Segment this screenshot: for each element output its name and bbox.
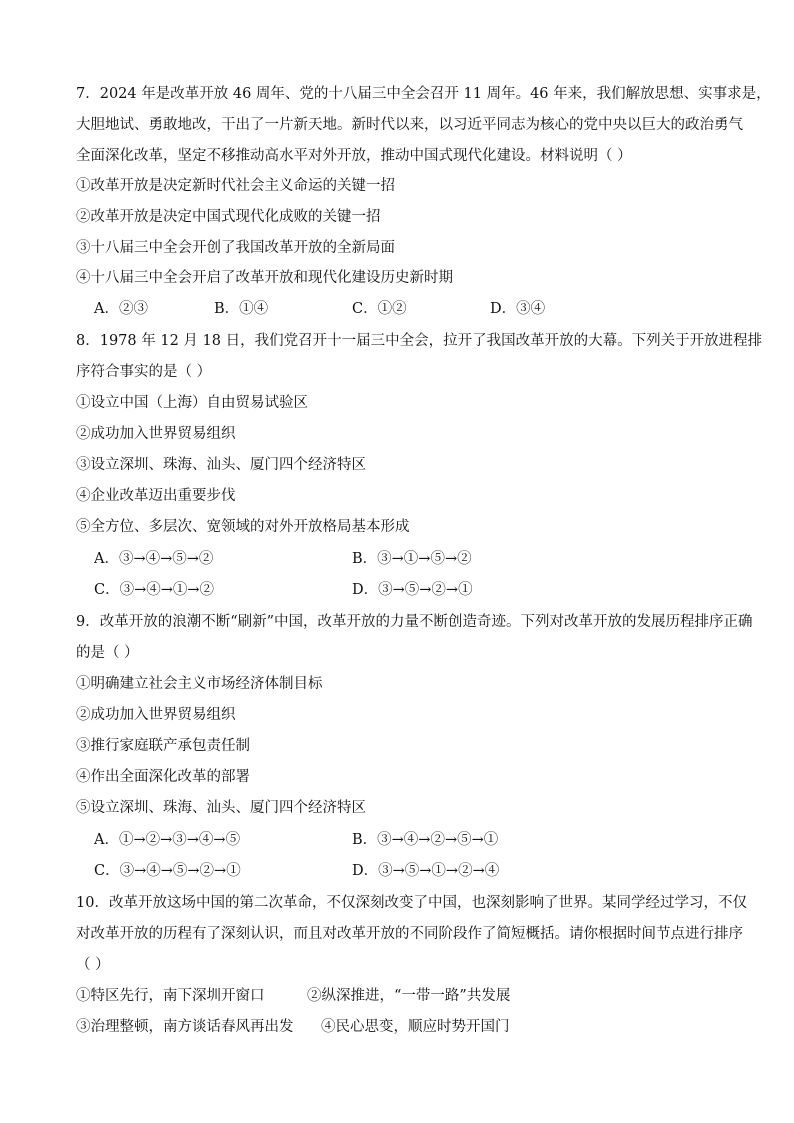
q9-item-4: ④作出全面深化改革的部署 bbox=[76, 769, 250, 785]
q10-stem-line-3: （ ） bbox=[76, 957, 110, 973]
q8-item-2: ②成功加入世界贸易组织 bbox=[76, 426, 236, 442]
q8-item-5: ⑤全方位、多层次、宽领域的对外开放格局基本形成 bbox=[76, 519, 410, 535]
q7-item-3: ③十八届三中全会开创了我国改革开放的全新局面 bbox=[76, 240, 395, 256]
q9-stem-line-2: 的是（ ） bbox=[76, 645, 139, 661]
q9-option-b[interactable]: B．③→④→②→⑤→① bbox=[352, 832, 499, 848]
q10-item-4: ④民心思变，顺应时势开国门 bbox=[321, 1019, 510, 1035]
q10-item-2: ②纵深推进，“一带一路”共发展 bbox=[307, 988, 511, 1004]
q7-option-a[interactable]: A．②③ bbox=[94, 301, 148, 317]
q7-option-c[interactable]: C．①② bbox=[352, 301, 407, 317]
q9-option-a[interactable]: A．①→②→③→④→⑤ bbox=[94, 832, 241, 848]
q8-option-a[interactable]: A．③→④→⑤→② bbox=[94, 551, 214, 567]
q10-item-3: ③治理整顿，南方谈话春风再出发 bbox=[76, 1019, 294, 1035]
q8-stem-line-2: 序符合事实的是（ ） bbox=[76, 364, 212, 380]
q7-stem-line-1: 7．2024 年是改革开放 46 周年、党的十八届三中全会召开 11 周年。46 年来，我们解放思想、实事求是， bbox=[76, 86, 771, 102]
q10-item-1: ①特区先行，南下深圳开窗口 bbox=[76, 988, 265, 1004]
q8-item-4: ④企业改革迈出重要步伐 bbox=[76, 488, 236, 504]
q10-stem-line-1: 10．改革开放这场中国的第二次革命，不仅深刻改变了中国，也深刻影响了世界。某同学经过学习，不仅 bbox=[76, 895, 747, 911]
q9-item-1: ①明确建立社会主义市场经济体制目标 bbox=[76, 676, 323, 692]
q9-option-d[interactable]: D．③→⑤→①→②→④ bbox=[352, 863, 500, 879]
q8-option-d[interactable]: D．③→⑤→②→① bbox=[352, 582, 473, 598]
q8-stem-line-1: 8．1978 年 12 月 18 日，我们党召开十一届三中全会，拉开了我国改革开放的大幕。下列关于开放进程排 bbox=[76, 333, 763, 349]
q8-option-b[interactable]: B．③→①→⑤→② bbox=[352, 551, 472, 567]
q8-item-1: ①设立中国（上海）自由贸易试验区 bbox=[76, 395, 308, 411]
q7-item-1: ①改革开放是决定新时代社会主义命运的关键一招 bbox=[76, 178, 395, 194]
q9-item-3: ③推行家庭联产承包责任制 bbox=[76, 738, 250, 754]
q10-stem-line-2: 对改革开放的历程有了深刻认识，而且对改革开放的不同阶段作了简短概括。请你根据时间节点进行排序 bbox=[76, 926, 743, 942]
q9-option-c[interactable]: C．③→④→⑤→②→① bbox=[94, 863, 241, 879]
q8-item-3: ③设立深圳、珠海、汕头、厦门四个经济特区 bbox=[76, 457, 366, 473]
q7-item-4: ④十八届三中全会开启了改革开放和现代化建设历史新时期 bbox=[76, 270, 453, 286]
q7-item-2: ②改革开放是决定中国式现代化成败的关键一招 bbox=[76, 209, 381, 225]
q9-stem-line-1: 9．改革开放的浪潮不断“刷新”中国，改革开放的力量不断创造奇迹。下列对改革开放的发展历程排序正确 bbox=[76, 614, 753, 630]
q7-option-b[interactable]: B．①④ bbox=[214, 301, 269, 317]
q7-stem-line-2: 大胆地试、勇敢地改，干出了一片新天地。新时代以来，以习近平同志为核心的党中央以巨大的政治勇气 bbox=[76, 117, 743, 133]
q7-stem-line-3: 全面深化改革，坚定不移推动高水平对外开放，推动中国式现代化建设。材料说明（ ） bbox=[76, 148, 632, 164]
q7-option-d[interactable]: D．③④ bbox=[490, 301, 546, 317]
q9-item-5: ⑤设立深圳、珠海、汕头、厦门四个经济特区 bbox=[76, 800, 366, 816]
q8-option-c[interactable]: C．③→④→①→② bbox=[94, 582, 215, 598]
q9-item-2: ②成功加入世界贸易组织 bbox=[76, 707, 236, 723]
